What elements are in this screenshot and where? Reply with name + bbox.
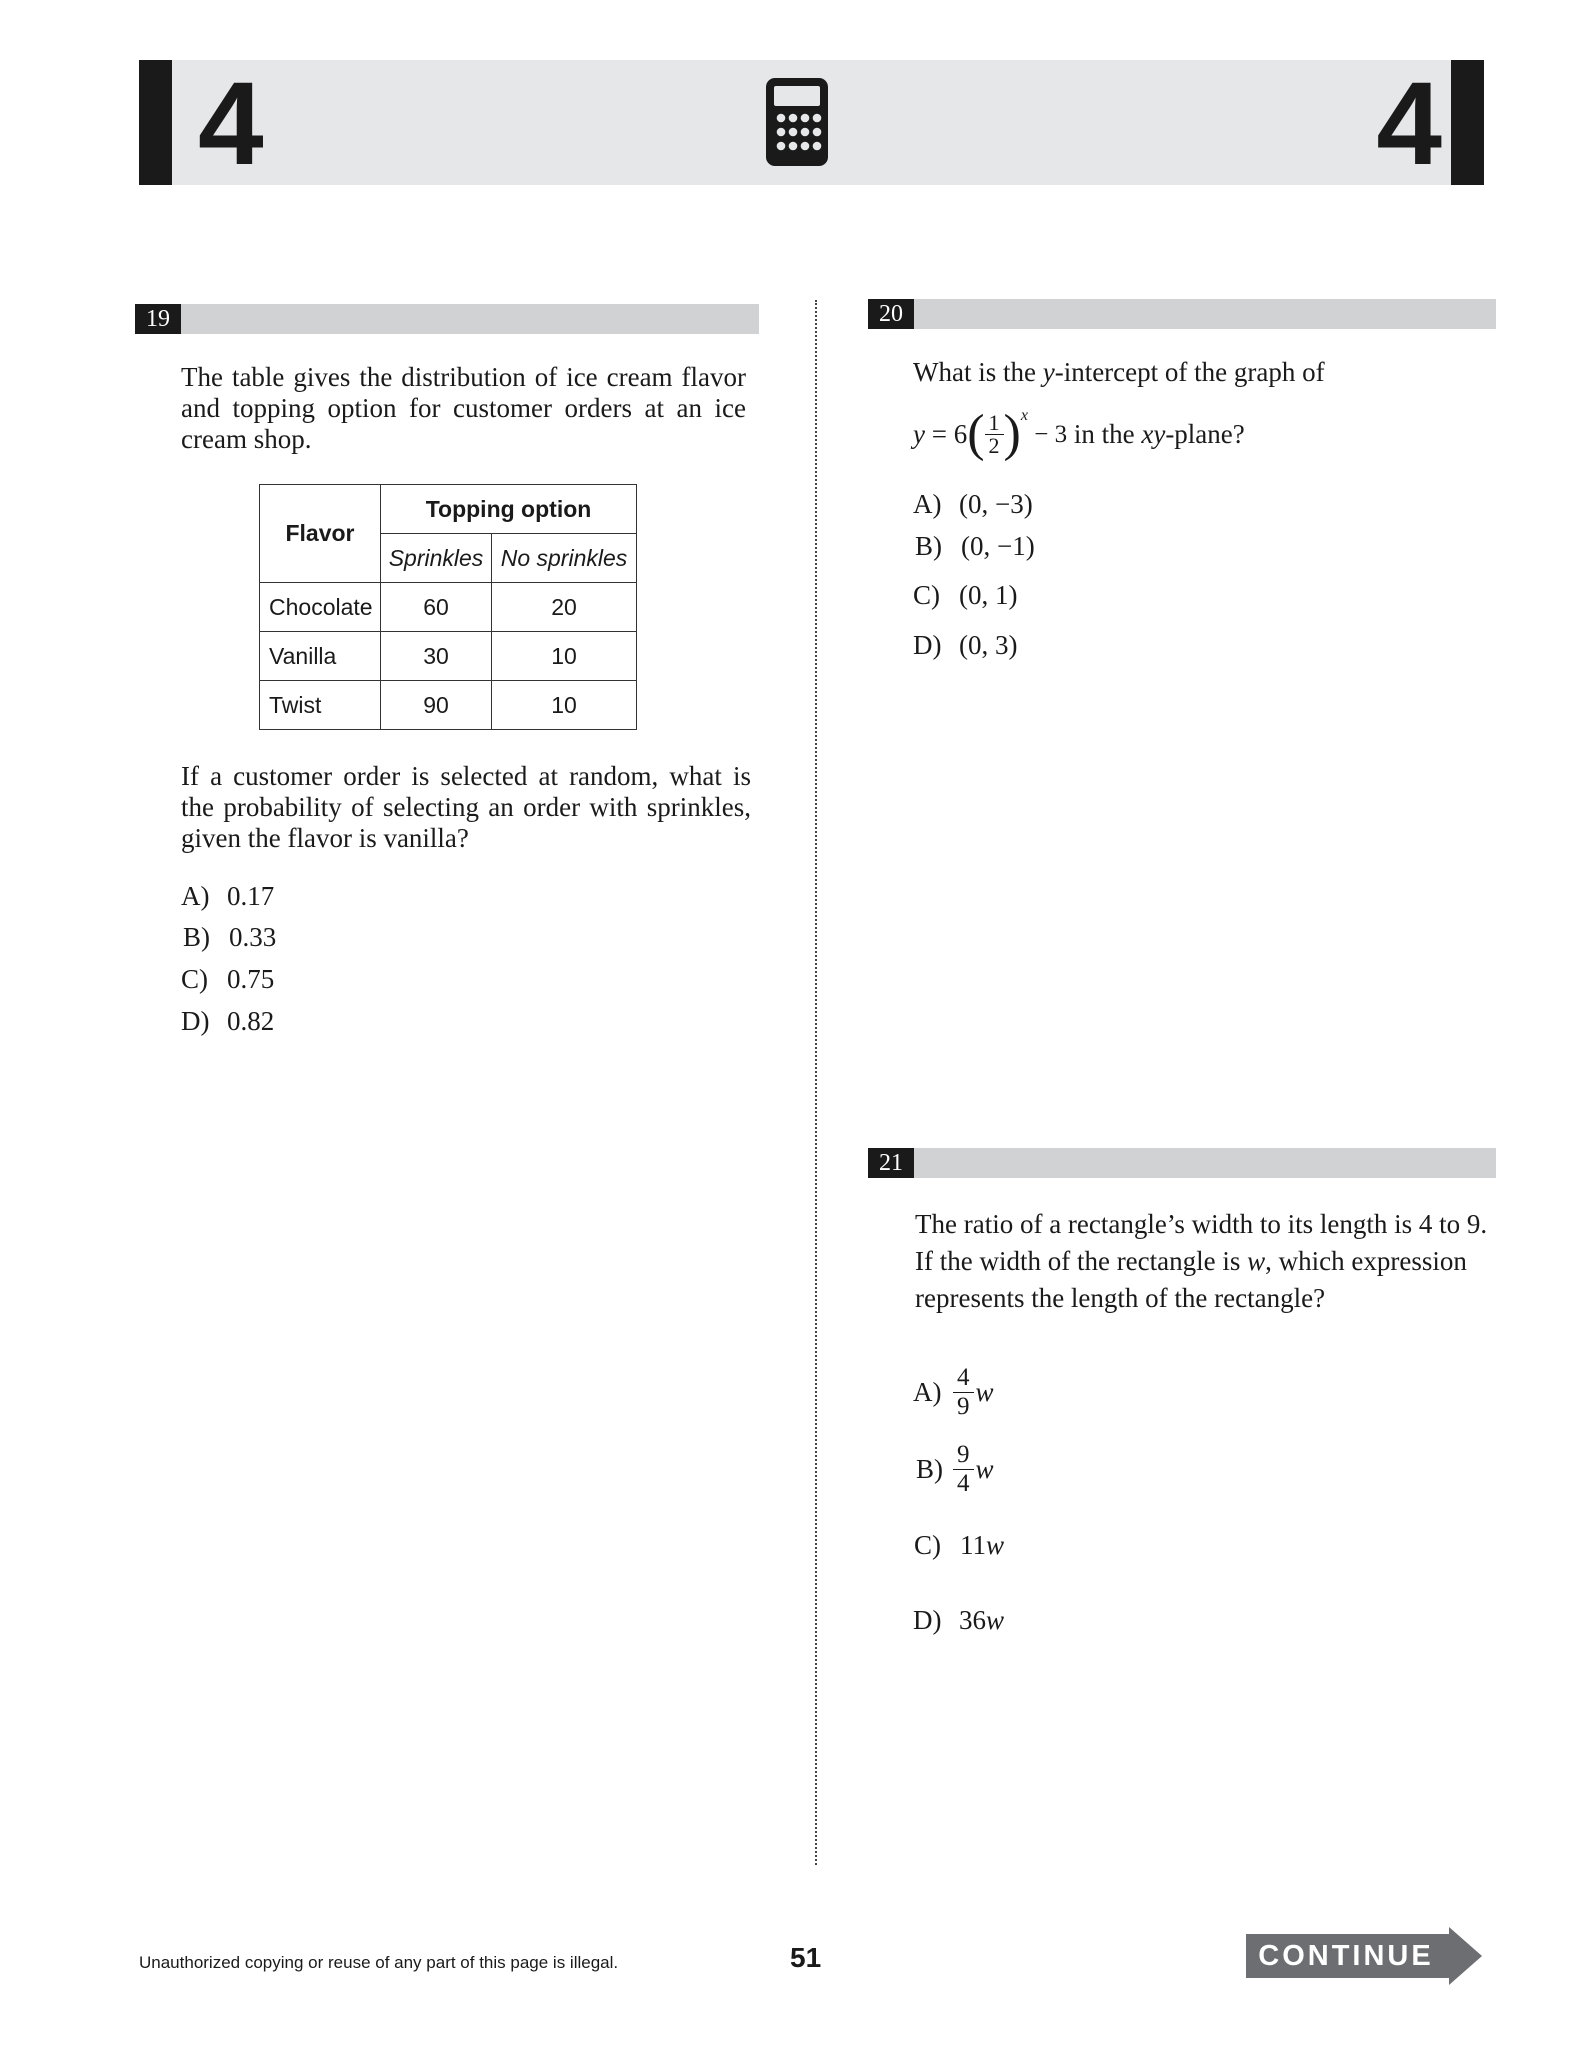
question-19-prompt: If a customer order is selected at random, what is the probability of selecting an order with sprinkles, given the flavor is vanilla? bbox=[181, 761, 751, 853]
table-cell-no-sprinkles: 10 bbox=[492, 632, 637, 681]
fraction-numerator: 4 bbox=[953, 1364, 974, 1393]
choice-fraction bbox=[953, 1364, 974, 1421]
prompt-line bbox=[915, 1243, 1487, 1280]
question-21-header-bar bbox=[868, 1148, 1496, 1178]
table-cell-sprinkles: 90 bbox=[381, 681, 492, 730]
equation-variable: xy bbox=[1141, 418, 1166, 449]
left-paren: ( bbox=[967, 405, 985, 462]
choice-text: (0, −3) bbox=[959, 489, 1033, 519]
prompt-variable: w bbox=[1247, 1246, 1266, 1276]
choice-letter: C) bbox=[913, 580, 940, 610]
prompt-line: The ratio of a rectangle’s width to its length is 4 to 9. bbox=[915, 1209, 1488, 1239]
equation-text: -plane? bbox=[1165, 418, 1245, 449]
choice-coefficient: 11 bbox=[960, 1530, 986, 1560]
prompt-text: -intercept of the graph of bbox=[1054, 357, 1325, 387]
prompt-text: What is the bbox=[913, 357, 1043, 387]
table-header-topping-option: Topping option bbox=[381, 485, 637, 534]
choice-letter: B) bbox=[183, 922, 210, 952]
question-20-header-bar bbox=[868, 299, 1496, 329]
choice-letter: A) bbox=[181, 881, 210, 911]
choice-variable: w bbox=[975, 1376, 994, 1407]
question-21-choice-b[interactable] bbox=[916, 1439, 994, 1499]
table-header-flavor: Flavor bbox=[260, 485, 381, 583]
choice-letter: A) bbox=[913, 489, 942, 519]
choice-letter: B) bbox=[915, 531, 942, 561]
choice-text: 0.82 bbox=[227, 1006, 275, 1036]
fraction-denominator: 9 bbox=[957, 1392, 970, 1420]
prompt-text: , which expression bbox=[1265, 1246, 1467, 1276]
question-20-prompt bbox=[913, 357, 1325, 388]
table-subheader-no-sprinkles: No sprinkles bbox=[492, 534, 637, 583]
choice-letter: D) bbox=[913, 630, 942, 660]
prompt-line: represents the length of the rectangle? bbox=[915, 1283, 1326, 1313]
table-cell-flavor: Vanilla bbox=[260, 632, 381, 681]
question-19-choice-b[interactable] bbox=[183, 922, 276, 953]
question-20-choice-b[interactable] bbox=[915, 531, 1035, 562]
question-19-intro: The table gives the distribution of ice cream flavor and topping option for customer orders at an ice cream shop. bbox=[181, 362, 746, 454]
choice-text: 0.17 bbox=[227, 881, 275, 911]
equation-text: − 3 bbox=[1027, 420, 1068, 448]
fraction-denominator: 4 bbox=[957, 1469, 970, 1497]
choice-variable: w bbox=[986, 1605, 1005, 1635]
table-cell-flavor: Twist bbox=[260, 681, 381, 730]
right-paren: ) bbox=[1003, 405, 1021, 462]
question-20-number: 20 bbox=[868, 299, 914, 329]
choice-coefficient: 36 bbox=[959, 1605, 986, 1635]
continue-label: CONTINUE bbox=[1258, 1940, 1434, 1972]
fraction-numerator: 1 bbox=[985, 412, 1004, 435]
table-row bbox=[260, 632, 637, 681]
choice-letter: D) bbox=[913, 1605, 942, 1635]
choice-variable: w bbox=[986, 1530, 1005, 1560]
choice-letter: C) bbox=[914, 1530, 941, 1560]
choice-letter: C) bbox=[181, 964, 208, 994]
equation-text: = 6 bbox=[924, 418, 968, 449]
equation-fraction bbox=[985, 409, 1004, 458]
question-21-choice-c[interactable] bbox=[914, 1530, 1004, 1561]
table-cell-no-sprinkles: 10 bbox=[492, 681, 637, 730]
question-20-choice-d[interactable] bbox=[913, 630, 1017, 661]
table-cell-sprinkles: 30 bbox=[381, 632, 492, 681]
question-19-number: 19 bbox=[135, 304, 181, 334]
table-cell-sprinkles: 60 bbox=[381, 583, 492, 632]
fraction-denominator: 2 bbox=[988, 432, 1000, 458]
question-21-prompt bbox=[915, 1206, 1487, 1317]
choice-variable: w bbox=[975, 1453, 994, 1484]
question-19-choice-c[interactable] bbox=[181, 964, 274, 995]
section-number-left: 4 bbox=[198, 58, 264, 190]
prompt-text: If the width of the rectangle is bbox=[915, 1246, 1248, 1276]
table-row bbox=[260, 583, 637, 632]
table-subheader-sprinkles: Sprinkles bbox=[381, 534, 492, 583]
choice-letter: B) bbox=[916, 1453, 943, 1484]
choice-letter: A) bbox=[913, 1376, 942, 1407]
equation-text: in the bbox=[1067, 418, 1142, 449]
section-header-right-bar bbox=[1451, 60, 1484, 185]
prompt-variable: y bbox=[1042, 357, 1055, 387]
choice-letter: D) bbox=[181, 1006, 210, 1036]
section-header-left-bar bbox=[139, 60, 172, 185]
table-cell-no-sprinkles: 20 bbox=[492, 583, 637, 632]
table-cell-flavor: Chocolate bbox=[260, 583, 381, 632]
choice-text: (0, 3) bbox=[959, 630, 1018, 660]
choice-text: (0, 1) bbox=[959, 580, 1018, 610]
question-20-choice-a[interactable] bbox=[913, 489, 1033, 520]
question-20-choice-c[interactable] bbox=[913, 580, 1017, 611]
equation-variable: y bbox=[913, 418, 925, 449]
choice-text: 0.75 bbox=[227, 964, 275, 994]
question-21-choice-a[interactable] bbox=[913, 1362, 994, 1422]
section-number-right: 4 bbox=[1376, 58, 1442, 190]
copyright-notice: Unauthorized copying or reuse of any part of this page is illegal. bbox=[139, 1953, 619, 1972]
page-number: 51 bbox=[790, 1942, 822, 1973]
choice-fraction bbox=[953, 1441, 974, 1498]
question-21-choice-d[interactable] bbox=[913, 1605, 1004, 1636]
flavor-topping-table bbox=[259, 484, 637, 730]
choice-text: (0, −1) bbox=[961, 531, 1035, 561]
fraction-numerator: 9 bbox=[953, 1441, 974, 1470]
question-19-choice-a[interactable] bbox=[181, 881, 274, 912]
question-19-header-bar bbox=[135, 304, 759, 334]
choice-text: 0.33 bbox=[229, 922, 277, 952]
calculator-icon bbox=[766, 78, 828, 166]
equation-exponent: x bbox=[1020, 406, 1028, 424]
question-20-equation bbox=[913, 404, 1245, 464]
question-19-choice-d[interactable] bbox=[181, 1006, 274, 1037]
question-21-number: 21 bbox=[868, 1148, 914, 1178]
column-divider bbox=[815, 300, 817, 1865]
table-row bbox=[260, 681, 637, 730]
